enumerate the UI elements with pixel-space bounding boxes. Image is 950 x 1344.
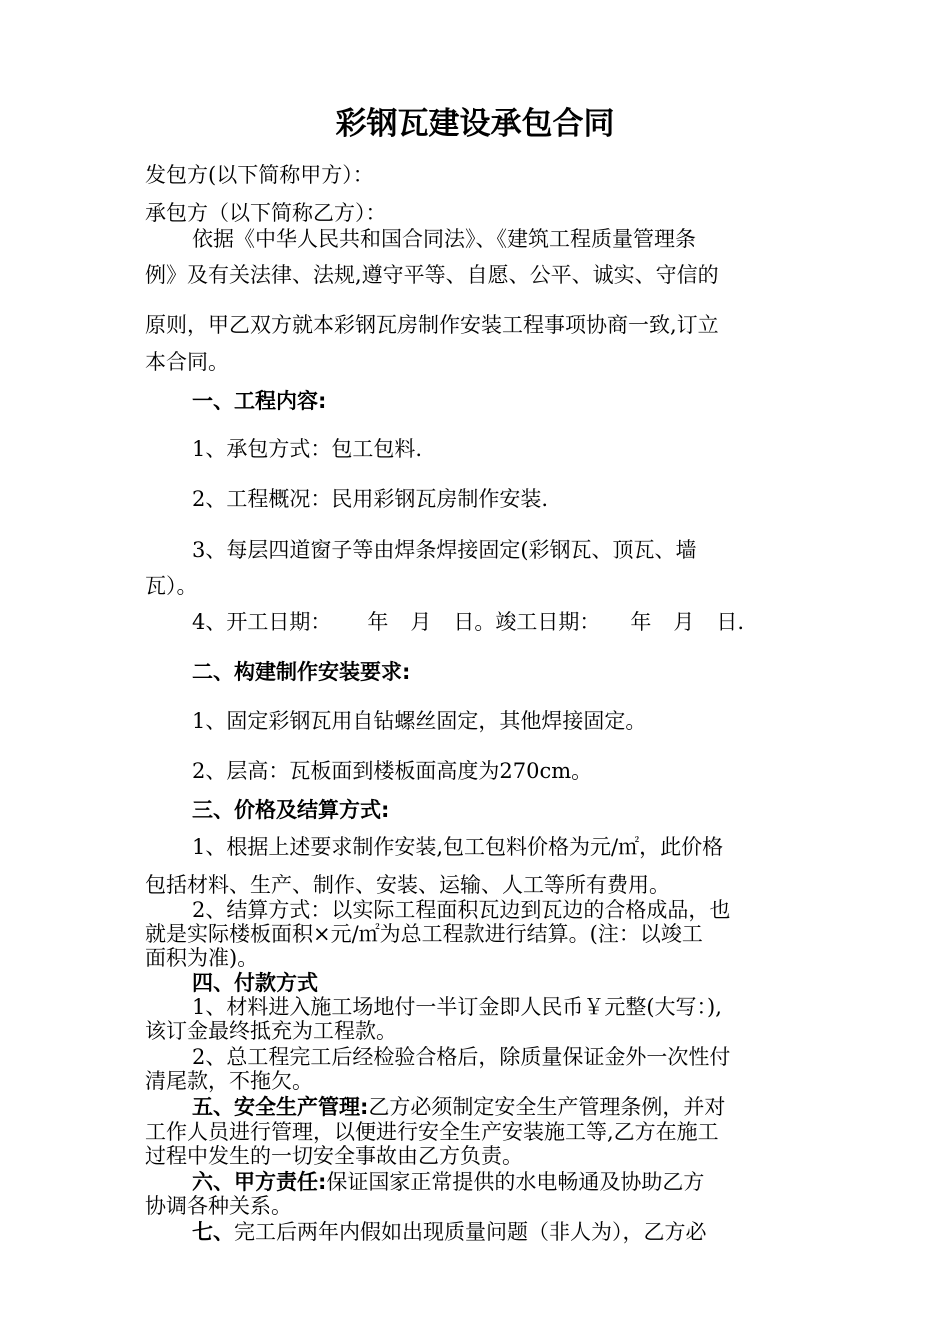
section-heading: 七、 xyxy=(192,1220,234,1244)
end-date-label: 竣工日期： xyxy=(495,610,601,634)
month-blank: 月 xyxy=(673,610,695,634)
section-heading: 五、安全生产管理: xyxy=(192,1095,369,1119)
clause-line: 包括材料、生产、制作、安装、运输、人工等所有费用。 xyxy=(145,873,670,897)
preamble-line: 本合同。 xyxy=(145,350,229,374)
start-date-label: 4、开工日期： xyxy=(192,610,332,634)
clause-line: 清尾款，不拖欠。 xyxy=(145,1069,313,1093)
clause-line xyxy=(192,1170,704,1194)
year-blank: 年 xyxy=(367,610,389,634)
clause-line: 2、工程概况：民用彩钢瓦房制作安装. xyxy=(192,487,549,511)
section-heading: 四、付款方式 xyxy=(192,971,318,995)
section-heading: 三、价格及结算方式: xyxy=(192,798,390,822)
date-line xyxy=(192,610,744,634)
clause-line: 2、层高：瓦板面到楼板面高度为270cm。 xyxy=(192,759,593,783)
year-blank: 年 xyxy=(630,610,652,634)
preamble-line: 原则，甲乙双方就本彩钢瓦房制作安装工程事项协商一致,订立 xyxy=(145,313,719,337)
clause-line: 2、总工程完工后经检验合格后，除质量保证金外一次性付 xyxy=(192,1045,731,1069)
clause-text: 保证国家正常提供的水电畅通及协助乙方 xyxy=(326,1170,705,1194)
preamble-line: 例》及有关法律、法规,遵守平等、自愿、公平、诚实、守信的 xyxy=(145,263,719,287)
clause-line: 该订金最终抵充为工程款。 xyxy=(145,1019,397,1043)
clause-line: 2、结算方式：以实际工程面积瓦边到瓦边的合格成品，也 xyxy=(192,898,731,922)
clause-text: 完工后两年内假如出现质量问题（非人为），乙方必 xyxy=(234,1220,707,1244)
section-heading: 六、甲方责任: xyxy=(192,1170,327,1194)
clause-line: 1、根据上述要求制作安装,包工包料价格为元/㎡，此价格 xyxy=(192,835,724,859)
clause-line: 瓦）。 xyxy=(145,574,198,598)
party-a-line: 发包方(以下简称甲方）： xyxy=(145,163,374,187)
document-title: 彩钢瓦建设承包合同 xyxy=(335,106,615,142)
day-blank: 日。 xyxy=(453,610,496,634)
clause-text: 乙方必须制定安全生产管理条例，并对 xyxy=(368,1095,726,1119)
month-blank: 月 xyxy=(410,610,432,634)
day-blank: 日. xyxy=(716,610,745,634)
section-heading: 二、构建制作安装要求: xyxy=(192,660,411,684)
party-b-line: 承包方（以下简称乙方）： xyxy=(145,201,387,225)
clause-line: 1、承包方式：包工包料. xyxy=(192,437,423,461)
preamble-line: 依据《中华人民共和国合同法》、《建筑工程质量管理条 xyxy=(192,227,696,251)
clause-line xyxy=(192,1095,725,1119)
clause-line: 1、材料进入施工场地付一半订金即人民币￥元整(大写：), xyxy=(192,995,722,1019)
clause-line: 过程中发生的一切安全事故由乙方负责。 xyxy=(145,1144,523,1168)
clause-line: 协调各种关系。 xyxy=(145,1194,292,1218)
clause-line: 面积为准)。 xyxy=(145,946,259,970)
clause-line: 工作人员进行管理，以便进行安全生产安装施工等,乙方在施工 xyxy=(145,1120,719,1144)
section-heading: 一、工程内容: xyxy=(192,389,327,413)
clause-line: 1、固定彩钢瓦用自钻螺丝固定，其他焊接固定。 xyxy=(192,709,647,733)
clause-line xyxy=(192,1220,707,1244)
clause-line: 3、每层四道窗子等由焊条焊接固定(彩钢瓦、顶瓦、墙 xyxy=(192,538,697,562)
clause-line: 就是实际楼板面积×元/㎡为总工程款进行结算。(注：以竣工 xyxy=(145,922,703,946)
